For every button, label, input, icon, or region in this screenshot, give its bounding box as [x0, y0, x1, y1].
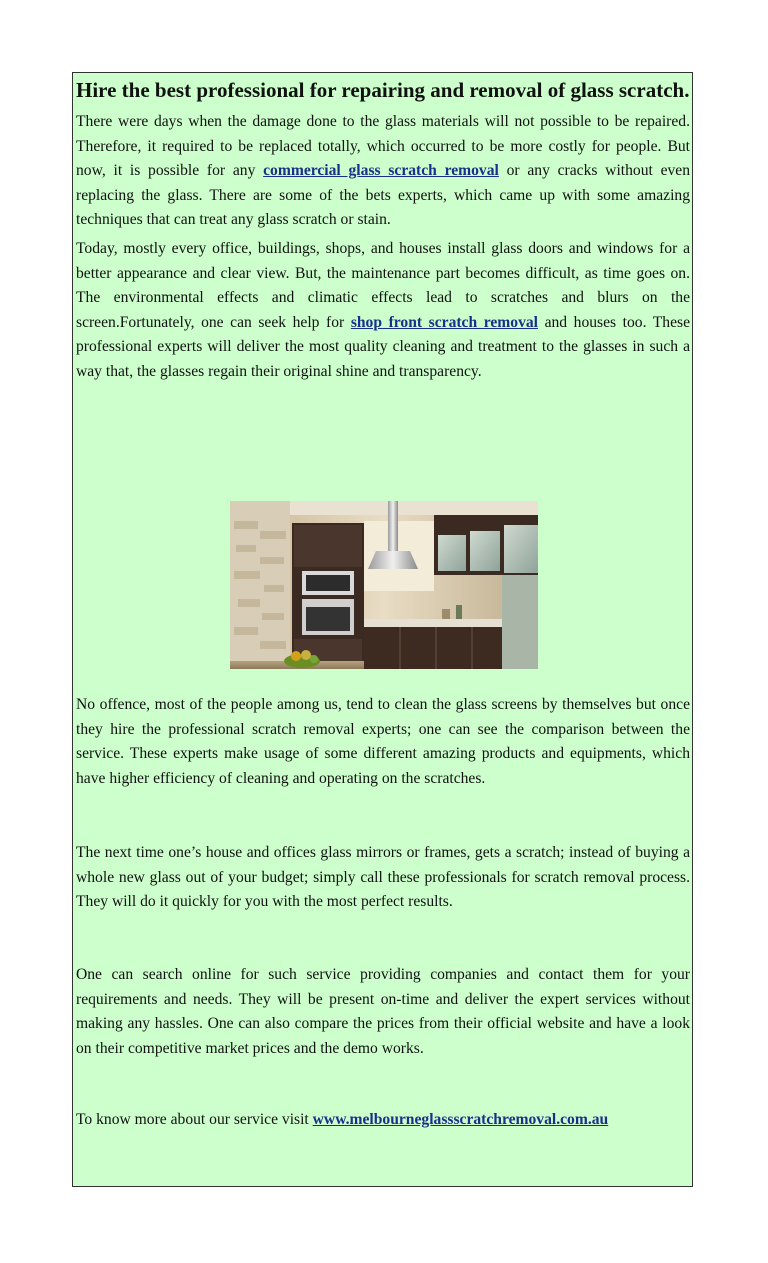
paragraph-5: One can search online for such service providing companies and contact them for your requirements and needs. They will be present on-time and deliver the expert services without making any hassles. One can also compare the prices from their official website and have a look on their competitive market prices and the demo works. [76, 966, 690, 1057]
paragraph-1-text-a: There were days when the damage done to the glass materials will not possible to be repaired. Therefore, it required to be replaced totally, which occurred to be more costly for people. But now, it is possible for any [76, 113, 690, 180]
paragraph-1-text-b: or any cracks without even replacing the glass. There are some of the bets experts, which came up with some amazing techniques that can treat any glass scratch or stain. [76, 162, 691, 229]
website-link[interactable]: www.melbourneglassscratchremoval.com.au [312, 1111, 609, 1128]
page-title: Hire the best professional for repairing and removal of glass scratch. [76, 78, 690, 102]
paragraph-2-text-b: and houses too. These professional experts will deliver the most quality cleaning and treatment to the glasses in such a way that, the glasses regain their original shine and transparency. [76, 313, 691, 380]
paragraph-3: No offence, most of the people among us, tend to clean the glass screens by themselves but once they hire the professional scratch removal experts; one can see the comparison between the service. These experts make usage of some different amazing products and equipments, which have higher efficiency of cleaning and operating on the scratches. [76, 696, 690, 787]
paragraph-2 [76, 237, 690, 385]
kitchen-photo [230, 501, 538, 669]
shop-front-scratch-removal-link[interactable]: shop front scratch removal [350, 313, 538, 331]
paragraph-4: The next time one’s house and offices glass mirrors or frames, gets a scratch; instead of buying a whole new glass out of your budget; simply call these professionals for scratch removal process. They will do it quickly for you with the most perfect results. [76, 844, 690, 911]
footer-line [76, 1108, 690, 1133]
content-box [72, 72, 693, 1187]
footer-text: To know more about our service visit [76, 1111, 313, 1128]
paragraph-2-text-a: Today, mostly every office, buildings, shops, and houses install glass doors and windows for a better appearance and clear view. But, the maintenance part becomes difficult, as time goes on. The environmental effects and climatic effects lead to scratches and blurs on the screen.Fortunately, one can seek help for [76, 239, 690, 331]
paragraph-1 [76, 110, 690, 233]
commercial-glass-scratch-removal-link[interactable]: commercial glass scratch removal [263, 162, 499, 180]
